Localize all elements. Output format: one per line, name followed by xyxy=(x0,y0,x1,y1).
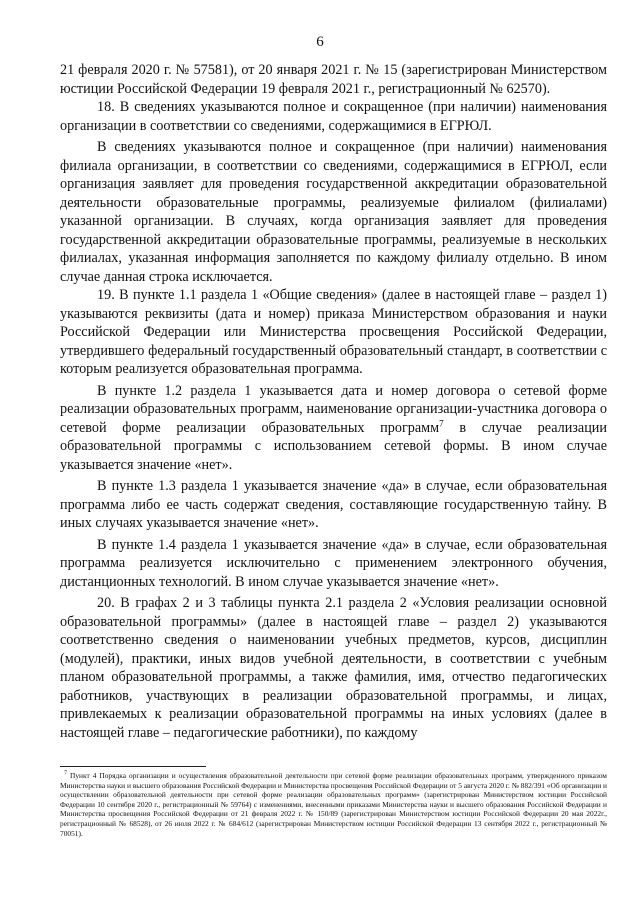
paragraph-19: 19. В пункте 1.1 раздела 1 «Общие сведения» (далее в настоящей главе – раздел 1) указываются реквизиты (дата и номер) приказа Министерством образования и науки Российской Федерации или Министерства просвещения Российской Федерации, утвердившего федеральный государственный образовательный стандарт, в соответствии с которым реализуется образовательная программа. xyxy=(60,287,607,377)
network-text-after: в случае реализации образовательной программы с использованием сетевой формы. В ином случае указывается значение «нет». xyxy=(60,419,607,473)
paragraph-20: 20. В графах 2 и 3 таблицы пункта 2.1 раздела 2 «Условия реализации основной образовательной программы» (далее в настоящей главе – раздел 2) указываются соответственно сведения о наименовании учебных предметов, курсов, дисциплин (модулей), практики, иных видов учебной деятельности, в соответствии с учебным планом образовательной программы, а также фамилия, имя, отчество педагогических работников, участвующих в реализации образовательной программы, и лицах, привлекаемых к реализации образовательной программы на иных условиях (далее в настоящей главе – педагогические работники), по каждому xyxy=(60,595,607,741)
page-number: 6 xyxy=(316,34,324,50)
paragraph-branch-names: В сведениях указываются полное и сокращенное (при наличии) наименования филиала организации, в соответствии со сведениями, содержащимися в ЕГРЮЛ, если организация заявляет для проведения государственной аккредитации образовательной деятельности образовательные программы, реализуемые филиалом (филиалами) указанной организации. В случаях, когда организация заявляет для проведения государственной аккредитации образовательные программы, реализуемые в нескольких филиалах, указанная информация заполняется по каждому филиалу отдельно. В ином случае данная строка исключается. xyxy=(60,139,607,285)
paragraph-18: 18. В сведениях указываются полное и сокращенное (при наличии) наименования организации в соответствии со сведениями, содержащимися в ЕГРЮЛ. xyxy=(60,99,607,134)
footnote-7 xyxy=(60,771,607,838)
footnote-text: Пункт 4 Порядка организации и осуществления образовательной деятельности при сетевой форме реализации образовательных программ, утвержденного приказом Министерства науки и высшего образования Российской Федерации и Министерства просвещения Российской Федерации от 5 августа 2020 г. № 882/391 «Об организации и осуществлении образовательной деятельности при сетевой форме реализации образовательных программ» (зарегистрирован Министерством юстиции Российской Федерации 10 сентября 2020 г., регистрационный № 59764) с изменениями, внесенными приказами Министерства науки и высшего образования Российской Федерации и Министерства просвещения Российской Федерации от 21 февраля 2022 г. № 150/89 (зарегистрирован Министерством юстиции Российской Федерации 20 мая 2022г., регистрационный № 68528), от 26 июля 2022 г. № 684/612 (зарегистрирован Министерством юстиции Российской Федерации 13 сентября 2022 г., регистрационный № 70051). xyxy=(60,771,607,838)
paragraph-state-secret: В пункте 1.3 раздела 1 указывается значение «да» в случае, если образовательная программа либо ее часть содержат сведения, составляющие государственную тайну. В иных случаях указывается значение «нет». xyxy=(60,478,607,531)
paragraph-continuation: 21 февраля 2020 г. № 57581), от 20 января 2021 г. № 15 (зарегистрирован Министерством юстиции Российской Федерации 19 февраля 2021 г., регистрационный № 62570). xyxy=(60,62,607,97)
footnote-divider xyxy=(60,766,206,767)
footnote-mark: 7 xyxy=(64,770,67,777)
document-body xyxy=(60,61,607,742)
paragraph-e-learning: В пункте 1.4 раздела 1 указывается значение «да» в случае, если образовательная программа реализуется исключительно с применением электронного обучения, дистанционных технологий. В ином случае указывается значение «нет». xyxy=(60,536,607,590)
paragraph-network-form xyxy=(60,382,607,475)
network-text-before: В пункте 1.2 раздела 1 указывается дата и номер договора о сетевой форме реализации образовательных программ, наименование организации-участника договора о сетевой форме реализации образовательных программ xyxy=(60,382,607,436)
footnote-reference[interactable]: 7 xyxy=(439,417,444,428)
